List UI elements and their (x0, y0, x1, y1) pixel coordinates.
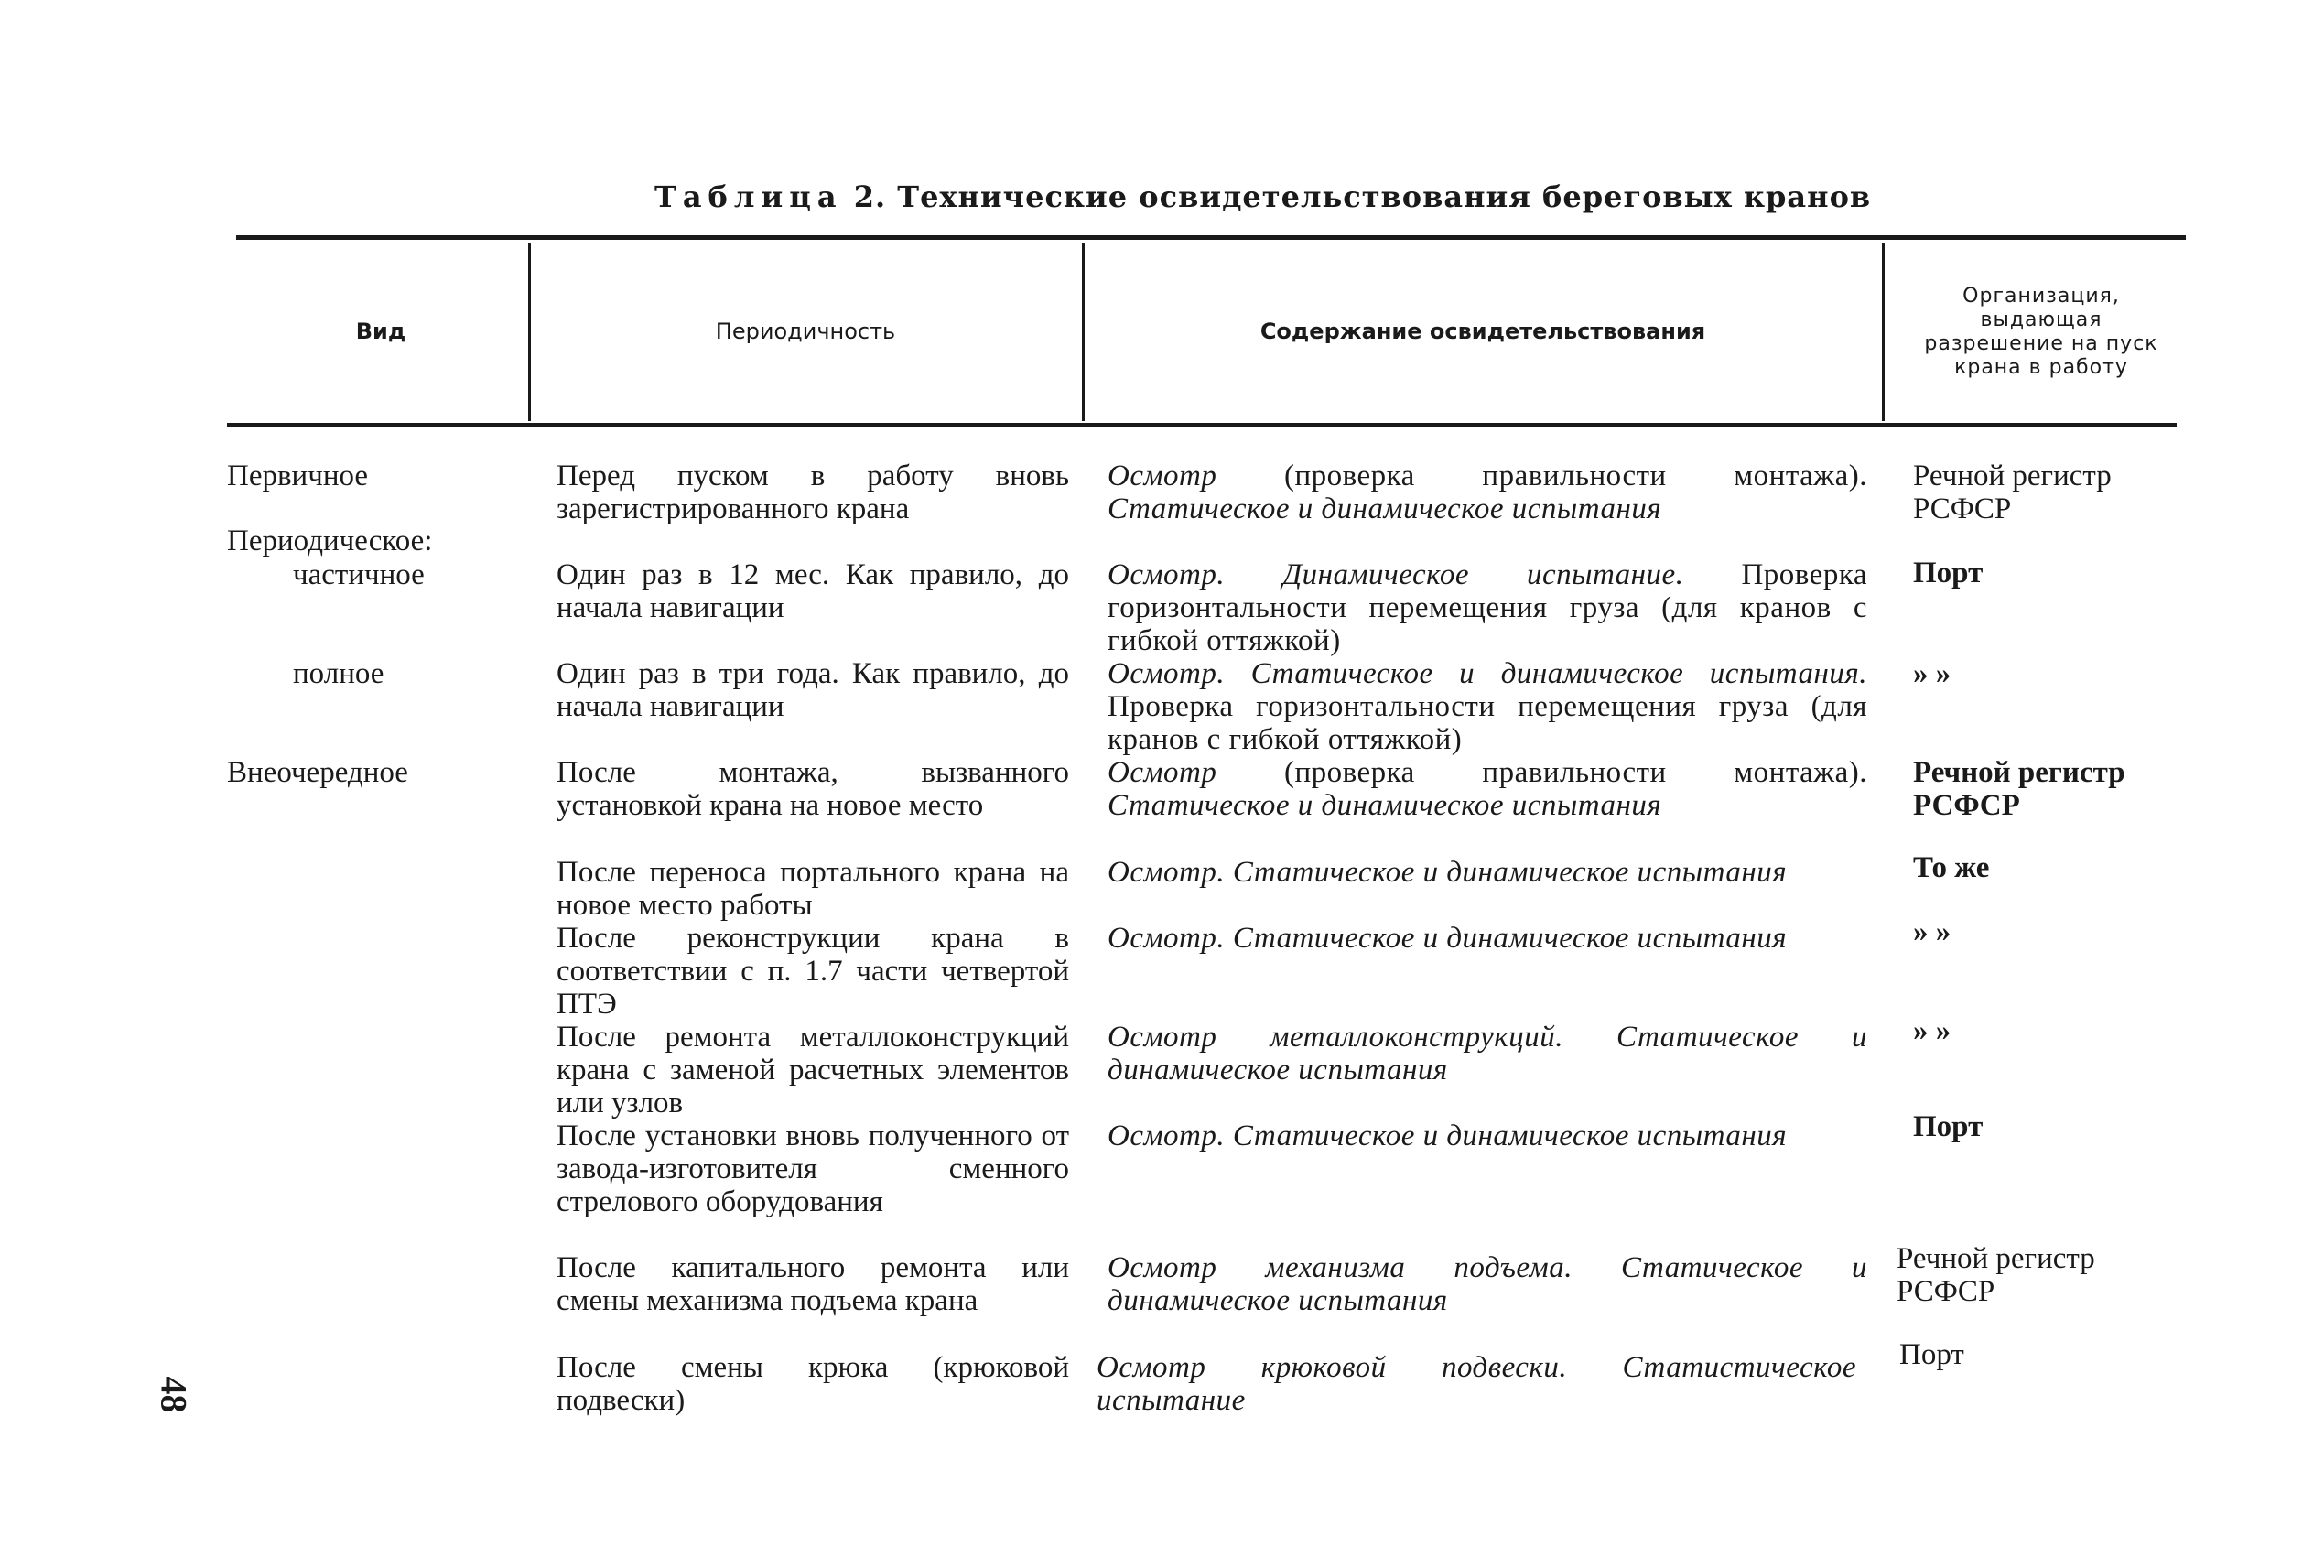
row-kind-extraordinary: Внеочередное (227, 756, 408, 789)
row-content-4 (1108, 756, 1867, 822)
header-content: Содержание освидетельствования (1259, 319, 1706, 344)
header-period: Периодичность (715, 319, 896, 344)
row-period-6: После реконструкции крана в соответствии с п. 1.7 части четвертой ПТЭ (557, 922, 1069, 1021)
row-content-3 (1108, 657, 1867, 756)
row-content-4-italic-b: Статическое и динамическое испытания (1108, 789, 1662, 822)
page-number: 48 (153, 1376, 195, 1413)
row-content-7 (1108, 1021, 1867, 1087)
row-org-10: Порт (1899, 1338, 1964, 1371)
row-content-4-italic-a: Осмотр (1108, 756, 1217, 789)
row-content-10 (1097, 1351, 1856, 1417)
row-content-1 (1108, 460, 1867, 525)
table-title-number: 2. (853, 179, 887, 214)
row-period-2: Один раз в 12 мес. Как правило, до начала навигации (557, 558, 1069, 624)
row-content-6 (1108, 922, 1867, 955)
header-divider-2 (1082, 243, 1085, 421)
row-content-6-italic: Осмотр. Статическое и динамическое испытания (1108, 922, 1788, 955)
row-org-1: Речной регистр РСФСР (1913, 460, 2112, 525)
row-org-5: То же (1913, 851, 1990, 884)
row-period-1: Перед пуском в работу вновь зарегистрированного крана (557, 460, 1069, 525)
row-org-7: » » (1913, 1014, 1951, 1047)
row-content-1-italic-a: Осмотр (1108, 460, 1217, 492)
row-period-9: После капитального ремонта или смены механизма подъема крана (557, 1251, 1069, 1317)
top-rule (236, 235, 2186, 240)
row-period-7: После ремонта металлоконструкций крана с заменой расчетных элементов или узлов (557, 1021, 1069, 1119)
table-title-label: Таблица (654, 179, 843, 214)
row-period-5: После переноса портального крана на новое место работы (557, 856, 1069, 922)
section-periodic: Периодическое: (227, 524, 433, 557)
row-content-2-plain: Проверка горизонтальности перемещения груза (для кранов с гибкой оттяжкой) (1108, 558, 1867, 657)
row-period-8: После установки вновь полученного от завода-изготовителя сменного стрелового оборудования (557, 1119, 1069, 1218)
header-divider-1 (528, 243, 531, 421)
row-period-10: После смены крюка (крюковой подвески) (557, 1351, 1069, 1417)
row-content-4-plain: (проверка правильности монтажа). (1283, 756, 1867, 789)
row-org-2: Порт (1913, 557, 1984, 589)
row-org-9: Речной регистр РСФСР (1897, 1242, 2095, 1308)
row-content-8-italic: Осмотр. Статическое и динамическое испытания (1108, 1119, 1788, 1152)
row-content-1-plain: (проверка правильности монтажа). (1283, 460, 1867, 492)
row-content-1-italic-b: Статическое и динамическое испытания (1108, 492, 1662, 525)
row-content-3-italic: Осмотр. Статическое и динамическое испытания. (1108, 657, 1867, 690)
header-kind: Вид (355, 319, 406, 344)
row-content-9-italic: Осмотр механизма подъема. Статическое и динамическое испытания (1108, 1251, 1867, 1317)
row-content-5 (1108, 856, 1867, 889)
row-org-6: » » (1913, 915, 1951, 948)
row-content-7-italic: Осмотр металлоконструкций. Статическое и динамическое испытания (1108, 1021, 1867, 1087)
row-period-3: Один раз в три года. Как правило, до начала навигации (557, 657, 1069, 723)
row-org-8: Порт (1913, 1110, 1984, 1143)
table-title (654, 179, 1871, 214)
row-kind-partial: частичное (293, 558, 425, 591)
row-org-3: » » (1913, 657, 1951, 690)
header-org: Организация, выдающая разрешение на пуск крана в работу (1924, 284, 2158, 379)
header-bottom-rule (227, 423, 2177, 427)
row-content-8 (1108, 1119, 1867, 1152)
row-kind-primary: Первичное (227, 460, 369, 492)
row-content-10-italic: Осмотр крюковой подвески. Статистическое испытание (1097, 1351, 1856, 1417)
row-org-4: Речной регистр РСФСР (1913, 756, 2125, 822)
row-content-3-plain: Проверка горизонтальности перемещения груза (для кранов с гибкой оттяжкой) (1108, 690, 1867, 756)
row-kind-full: полное (293, 657, 384, 690)
row-content-2 (1108, 558, 1867, 657)
row-content-9 (1108, 1251, 1867, 1317)
row-content-2-italic: Осмотр. Динамическое испытание. (1108, 558, 1684, 591)
header-divider-3 (1882, 243, 1885, 421)
table-title-text: Технические освидетельствования береговых кранов (897, 179, 1872, 214)
row-period-4: После монтажа, вызванного установкой крана на новое место (557, 756, 1069, 822)
row-content-5-italic: Осмотр. Статическое и динамическое испытания (1108, 856, 1788, 889)
